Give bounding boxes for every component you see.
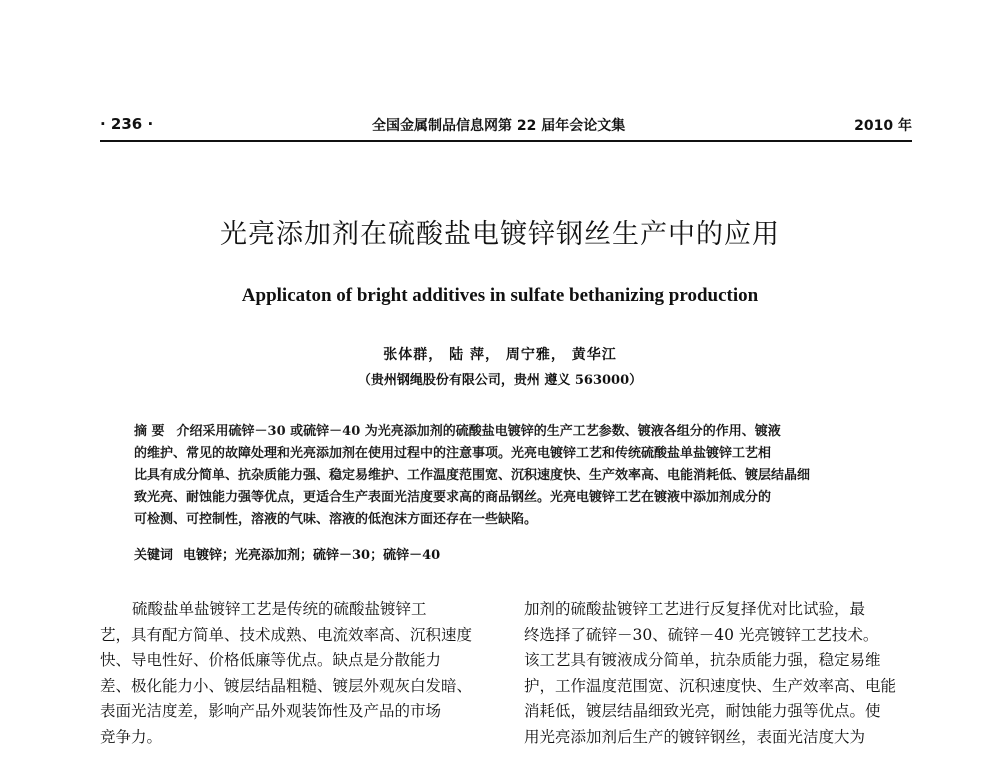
- abstract: [134, 421, 876, 531]
- body-line: 该工艺具有镀液成分简单，抗杂质能力强，稳定易维: [524, 651, 881, 669]
- title-english: Applicaton of bright additives in sulfate bethanizing production: [241, 285, 759, 306]
- body-line: 艺，具有配方简单、技术成熟、电流效率高、沉积速度: [100, 625, 473, 644]
- body-line: 消耗低，镀层结晶细致光亮，耐蚀能力强等优点。使: [524, 702, 881, 720]
- affiliation: （贵州钢绳股份有限公司，贵州 遵义 563000）: [357, 373, 643, 388]
- body-line: 快、导电性好、价格低廉等优点。缺点是分散能力: [100, 651, 442, 669]
- abstract-label: 摘 要: [134, 424, 165, 439]
- body-left-column: [100, 597, 500, 750]
- body-line: 竞争力。: [100, 727, 163, 746]
- abstract-line: 的维护、常见的故障处理和光亮添加剂在使用过程中的注意事项。光亮电镀锌工艺和传统硫酸盐单盐镀锌工艺相: [134, 446, 772, 461]
- abstract-line: [134, 421, 876, 443]
- body-line: 加剂的硫酸盐镀锌工艺进行反复择优对比试验，最: [524, 600, 866, 618]
- authors: 张体群， 陆 萍， 周宁雅， 黄华江: [383, 347, 617, 363]
- body-line: 表面光洁度差，影响产品外观装饰性及产品的市场: [100, 702, 442, 720]
- abstract-text: 介绍采用硫锌－30 或硫锌－40 为光亮添加剂的硫酸盐电镀锌的生产工艺参数、镀液各组分的作用、镀液: [176, 424, 781, 439]
- body-line: 终选择了硫锌－30、硫锌－40 光亮镀锌工艺技术。: [524, 625, 879, 644]
- body-right-column: [524, 597, 924, 750]
- title-chinese: 光亮添加剂在硫酸盐电镀锌钢丝生产中的应用: [220, 219, 780, 250]
- abstract-line: 致光亮、耐蚀能力强等优点，更适合生产表面光洁度要求高的商品钢丝。光亮电镀锌工艺在镀液中添加剂成分的: [134, 490, 772, 505]
- keywords-label: 关键词: [134, 548, 174, 563]
- keywords: [134, 544, 440, 563]
- journal-title: 全国金属制品信息网第 22 届年会论文集: [372, 118, 626, 134]
- body-line: 护，工作温度范围宽、沉积速度快、生产效率高、电能: [524, 676, 897, 695]
- publication-year: 2010 年: [854, 118, 912, 134]
- abstract-line: 比具有成分简单、抗杂质能力强、稳定易维护、工作温度范围宽、沉积速度快、生产效率高、电能消耗低、镀层结晶细: [134, 468, 811, 483]
- body-line: 硫酸盐单盐镀锌工艺是传统的硫酸盐镀锌工: [132, 600, 427, 618]
- abstract-line: 可检测、可控制性，溶液的气味、溶液的低泡沫方面还存在一些缺陷。: [134, 512, 538, 527]
- page-number: · 236 ·: [100, 115, 154, 133]
- body-line: 差、极化能力小、镀层结晶粗糙、镀层外观灰白发暗、: [100, 676, 473, 695]
- keywords-text: 电镀锌；光亮添加剂；硫锌－30；硫锌－40: [183, 548, 441, 563]
- header-divider: [100, 140, 912, 142]
- body-line: 用光亮添加剂后生产的镀锌钢丝，表面光洁度大为: [524, 727, 866, 746]
- running-header: [100, 113, 912, 139]
